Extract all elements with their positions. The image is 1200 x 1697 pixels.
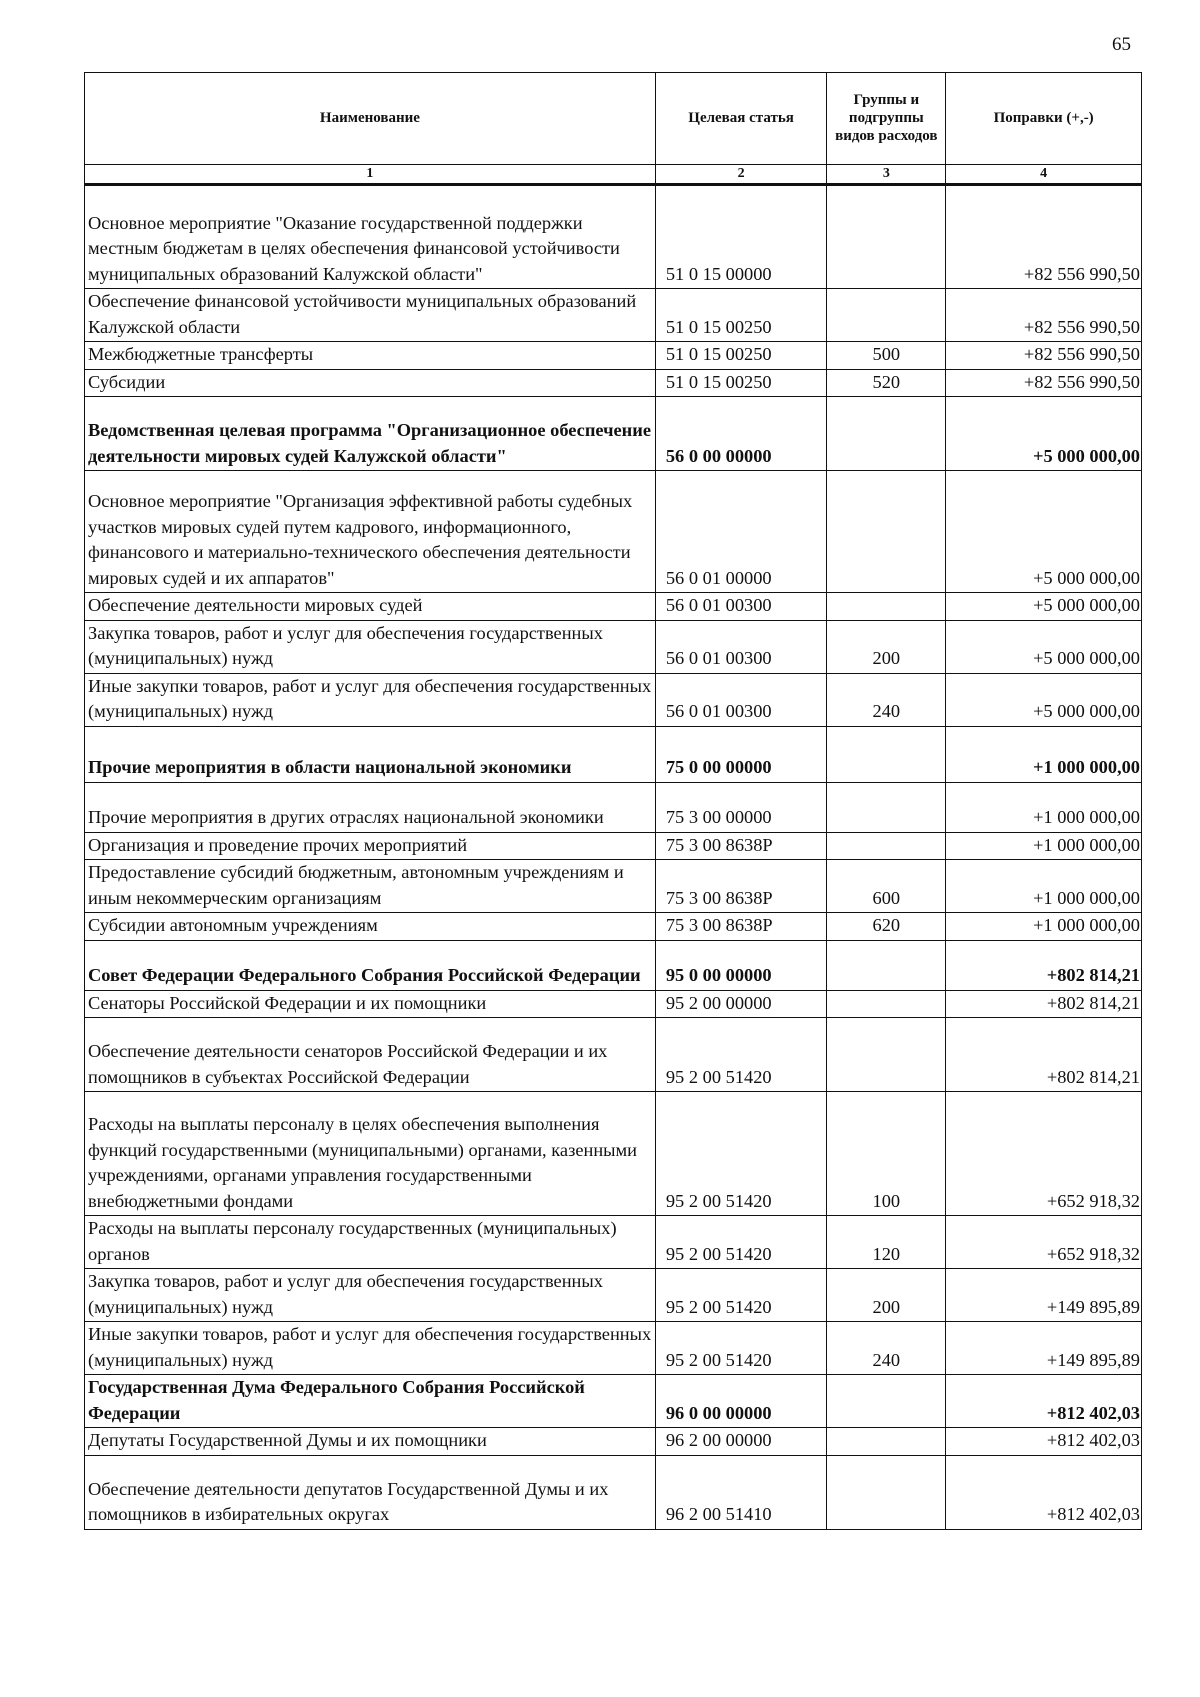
row-target-article-cell: 96 2 00 51410: [655, 1455, 826, 1529]
row-amendment-cell: +5 000 000,00: [946, 673, 1142, 726]
row-expense-group-cell: 620: [827, 913, 946, 941]
row-expense-group-cell: [827, 726, 946, 782]
row-expense-group-cell: 520: [827, 369, 946, 397]
row-target-article-cell: 95 2 00 00000: [655, 990, 826, 1018]
table-row: [85, 990, 1142, 1018]
row-name-cell: Предоставление субсидий бюджетным, автономным учреждениям и иным некоммерческим организациям: [85, 860, 656, 913]
row-name-cell: Прочие мероприятия в области национальной экономики: [85, 726, 656, 782]
row-amendment-cell: +1 000 000,00: [946, 913, 1142, 941]
row-amendment-cell: +812 402,03: [946, 1428, 1142, 1456]
table-row: [85, 832, 1142, 860]
row-name-cell: Ведомственная целевая программа "Организационное обеспечение деятельности мировых судей Калужской области": [85, 397, 656, 471]
table-row: [85, 471, 1142, 593]
row-amendment-cell: +802 814,21: [946, 1018, 1142, 1092]
row-target-article-cell: 95 2 00 51420: [655, 1018, 826, 1092]
row-name-cell: Обеспечение деятельности депутатов Государственной Думы и их помощников в избирательных округах: [85, 1455, 656, 1529]
row-name-cell: Обеспечение финансовой устойчивости муниципальных образований Калужской области: [85, 289, 656, 342]
header-expense-groups: Группы и подгруппы видов расходов: [827, 73, 946, 165]
row-expense-group-cell: [827, 593, 946, 621]
row-amendment-cell: +82 556 990,50: [946, 289, 1142, 342]
table-row: [85, 940, 1142, 990]
table-row: [85, 1322, 1142, 1375]
row-expense-group-cell: [827, 782, 946, 832]
table-row: [85, 289, 1142, 342]
row-target-article-cell: 75 3 00 8638P: [655, 860, 826, 913]
row-target-article-cell: 75 3 00 8638P: [655, 832, 826, 860]
row-target-article-cell: 51 0 15 00250: [655, 342, 826, 370]
row-amendment-cell: +812 402,03: [946, 1375, 1142, 1428]
row-expense-group-cell: [827, 1455, 946, 1529]
row-expense-group-cell: [827, 1428, 946, 1456]
row-amendment-cell: +652 918,32: [946, 1216, 1142, 1269]
row-expense-group-cell: 600: [827, 860, 946, 913]
row-expense-group-cell: 120: [827, 1216, 946, 1269]
row-expense-group-cell: 500: [827, 342, 946, 370]
table-row: [85, 673, 1142, 726]
row-expense-group-cell: [827, 1375, 946, 1428]
row-name-cell: Иные закупки товаров, работ и услуг для обеспечения государственных (муниципальных) нужд: [85, 1322, 656, 1375]
header-col-number-4: 4: [946, 165, 1142, 185]
row-expense-group-cell: 200: [827, 1269, 946, 1322]
row-expense-group-cell: [827, 397, 946, 471]
row-expense-group-cell: [827, 1018, 946, 1092]
row-amendment-cell: +802 814,21: [946, 940, 1142, 990]
row-amendment-cell: +82 556 990,50: [946, 342, 1142, 370]
row-amendment-cell: +1 000 000,00: [946, 860, 1142, 913]
row-amendment-cell: +5 000 000,00: [946, 397, 1142, 471]
row-target-article-cell: 95 2 00 51420: [655, 1092, 826, 1216]
table-body: [85, 185, 1142, 1530]
row-target-article-cell: 75 3 00 00000: [655, 782, 826, 832]
row-name-cell: Расходы на выплаты персоналу в целях обеспечения выполнения функций государственными (муниципальными) органами, казенными учреждениями, органами управления государственными внебюджетными фондами: [85, 1092, 656, 1216]
table-row: [85, 342, 1142, 370]
row-target-article-cell: 96 2 00 00000: [655, 1428, 826, 1456]
row-amendment-cell: +5 000 000,00: [946, 593, 1142, 621]
row-expense-group-cell: [827, 471, 946, 593]
row-amendment-cell: +1 000 000,00: [946, 782, 1142, 832]
table-row: [85, 1216, 1142, 1269]
row-amendment-cell: +812 402,03: [946, 1455, 1142, 1529]
row-target-article-cell: 56 0 00 00000: [655, 397, 826, 471]
table-row: [85, 620, 1142, 673]
row-name-cell: Субсидии: [85, 369, 656, 397]
table-row: [85, 726, 1142, 782]
table-row: [85, 369, 1142, 397]
row-target-article-cell: 56 0 01 00300: [655, 593, 826, 621]
row-amendment-cell: +149 895,89: [946, 1269, 1142, 1322]
header-col-number-1: 1: [85, 165, 656, 185]
row-name-cell: Депутаты Государственной Думы и их помощники: [85, 1428, 656, 1456]
row-amendment-cell: +802 814,21: [946, 990, 1142, 1018]
row-target-article-cell: 75 3 00 8638P: [655, 913, 826, 941]
table-row: [85, 782, 1142, 832]
table-row: [85, 913, 1142, 941]
table-row: [85, 593, 1142, 621]
row-name-cell: Закупка товаров, работ и услуг для обеспечения государственных (муниципальных) нужд: [85, 1269, 656, 1322]
row-amendment-cell: +1 000 000,00: [946, 832, 1142, 860]
row-expense-group-cell: [827, 990, 946, 1018]
table-row: [85, 860, 1142, 913]
header-col-number-3: 3: [827, 165, 946, 185]
row-name-cell: Субсидии автономным учреждениям: [85, 913, 656, 941]
table-row: [85, 1428, 1142, 1456]
table-row: [85, 397, 1142, 471]
row-expense-group-cell: 240: [827, 673, 946, 726]
row-amendment-cell: +82 556 990,50: [946, 369, 1142, 397]
row-name-cell: Расходы на выплаты персоналу государственных (муниципальных) органов: [85, 1216, 656, 1269]
table-row: [85, 1269, 1142, 1322]
row-target-article-cell: 56 0 01 00300: [655, 620, 826, 673]
row-amendment-cell: +149 895,89: [946, 1322, 1142, 1375]
row-expense-group-cell: [827, 832, 946, 860]
row-name-cell: Совет Федерации Федерального Собрания Российской Федерации: [85, 940, 656, 990]
row-name-cell: Сенаторы Российской Федерации и их помощники: [85, 990, 656, 1018]
row-target-article-cell: 56 0 01 00300: [655, 673, 826, 726]
table-row: [85, 1455, 1142, 1529]
budget-amendments-table: [84, 72, 1142, 1530]
table-row: [85, 185, 1142, 289]
row-name-cell: Иные закупки товаров, работ и услуг для обеспечения государственных (муниципальных) нужд: [85, 673, 656, 726]
row-amendment-cell: +5 000 000,00: [946, 471, 1142, 593]
header-name: Наименование: [85, 73, 656, 165]
row-target-article-cell: 95 0 00 00000: [655, 940, 826, 990]
header-col-number-2: 2: [655, 165, 826, 185]
row-target-article-cell: 96 0 00 00000: [655, 1375, 826, 1428]
row-amendment-cell: +652 918,32: [946, 1092, 1142, 1216]
table-row: [85, 1375, 1142, 1428]
row-name-cell: Организация и проведение прочих мероприятий: [85, 832, 656, 860]
table-row: [85, 1092, 1142, 1216]
row-target-article-cell: 95 2 00 51420: [655, 1216, 826, 1269]
row-target-article-cell: 95 2 00 51420: [655, 1269, 826, 1322]
row-target-article-cell: 75 0 00 00000: [655, 726, 826, 782]
row-expense-group-cell: 200: [827, 620, 946, 673]
row-name-cell: Основное мероприятие "Организация эффективной работы судебных участков мировых судей путем кадрового, информационного, финансового и материально-технического обеспечения деятельности мировых судей и их аппаратов": [85, 471, 656, 593]
header-amendments: Поправки (+,-): [946, 73, 1142, 165]
row-name-cell: Государственная Дума Федерального Собрания Российской Федерации: [85, 1375, 656, 1428]
table-header: [85, 73, 1142, 185]
page-number: 65: [1112, 34, 1131, 55]
row-target-article-cell: 51 0 15 00250: [655, 369, 826, 397]
row-expense-group-cell: 100: [827, 1092, 946, 1216]
row-target-article-cell: 51 0 15 00000: [655, 185, 826, 289]
header-target-article: Целевая статья: [655, 73, 826, 165]
row-expense-group-cell: 240: [827, 1322, 946, 1375]
row-name-cell: Межбюджетные трансферты: [85, 342, 656, 370]
row-expense-group-cell: [827, 185, 946, 289]
row-name-cell: Прочие мероприятия в других отраслях национальной экономики: [85, 782, 656, 832]
row-name-cell: Обеспечение деятельности мировых судей: [85, 593, 656, 621]
row-expense-group-cell: [827, 940, 946, 990]
row-name-cell: Закупка товаров, работ и услуг для обеспечения государственных (муниципальных) нужд: [85, 620, 656, 673]
row-amendment-cell: +5 000 000,00: [946, 620, 1142, 673]
row-expense-group-cell: [827, 289, 946, 342]
row-name-cell: Обеспечение деятельности сенаторов Российской Федерации и их помощников в субъектах Российской Федерации: [85, 1018, 656, 1092]
row-name-cell: Основное мероприятие "Оказание государственной поддержки местным бюджетам в целях обеспечения финансовой устойчивости муниципальных образований Калужской области": [85, 185, 656, 289]
row-amendment-cell: +1 000 000,00: [946, 726, 1142, 782]
row-target-article-cell: 51 0 15 00250: [655, 289, 826, 342]
row-target-article-cell: 56 0 01 00000: [655, 471, 826, 593]
table-row: [85, 1018, 1142, 1092]
row-amendment-cell: +82 556 990,50: [946, 185, 1142, 289]
row-target-article-cell: 95 2 00 51420: [655, 1322, 826, 1375]
